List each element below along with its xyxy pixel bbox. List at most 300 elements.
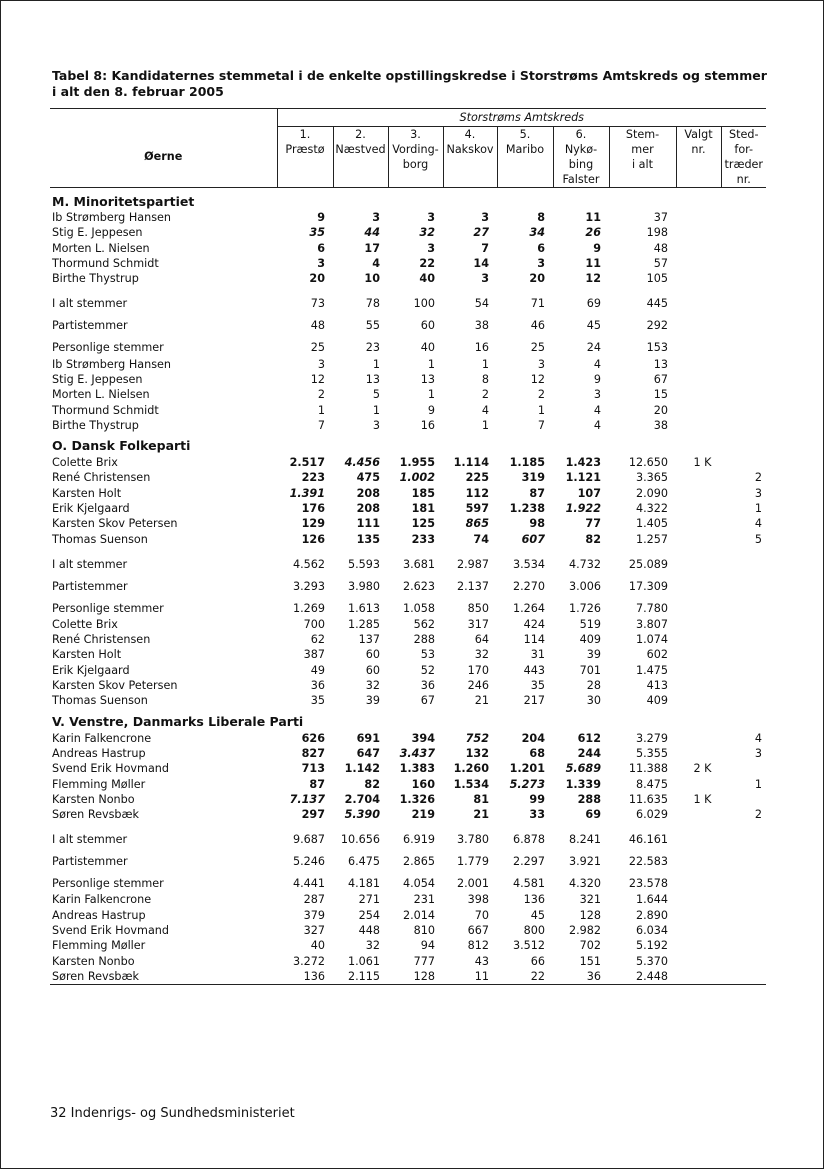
results-table: [50, 108, 766, 985]
vote-cell: 2.270: [512, 579, 545, 593]
vote-cell: 128: [413, 969, 435, 983]
vote-cell: 68: [529, 746, 545, 760]
candidate-row: [50, 455, 766, 470]
vote-cell: 70: [474, 908, 489, 922]
vote-cell: 2: [317, 388, 325, 402]
summary-label: Partistemmer: [52, 579, 128, 593]
valgt-cell: [676, 731, 721, 746]
valgt-cell: [676, 241, 721, 256]
vote-cell: 9: [317, 211, 325, 225]
vote-cell: 36: [310, 679, 325, 693]
vote-cell: 82: [364, 777, 380, 791]
vote-cell: 2: [537, 388, 545, 402]
vote-cell: 1.391: [289, 486, 325, 500]
vote-cell: 1.121: [565, 471, 601, 485]
vote-cell: 7.137: [289, 792, 325, 806]
candidate-row: [50, 486, 766, 501]
stedfortraeder-cell: [721, 271, 766, 290]
total-cell: 2.448: [635, 969, 668, 983]
vote-cell: 45: [586, 319, 601, 333]
vote-cell: 4.562: [292, 557, 325, 571]
candidate-name: Flemming Møller: [52, 939, 146, 953]
vote-cell: 379: [303, 908, 325, 922]
valgt-cell: [676, 969, 721, 984]
vote-cell: 6.919: [402, 833, 435, 847]
vote-cell: 4: [481, 403, 489, 417]
candidate-name: Karsten Skov Petersen: [52, 679, 178, 693]
vote-cell: 5.593: [347, 557, 380, 571]
vote-cell: 1.383: [399, 762, 435, 776]
vote-cell: 45: [530, 908, 545, 922]
vote-cell: 1.185: [509, 456, 545, 470]
candidate-name: Thomas Suenson: [52, 694, 148, 708]
vote-cell: 25: [310, 341, 325, 355]
total-cell: 67: [653, 372, 668, 386]
summary-label: Personlige stemmer: [52, 877, 164, 891]
vote-cell: 4: [593, 403, 601, 417]
vote-cell: 217: [523, 694, 545, 708]
valgt-cell: [676, 225, 721, 240]
vote-cell: 26: [585, 226, 601, 240]
vote-cell: 9: [427, 403, 435, 417]
vote-cell: 647: [356, 746, 380, 760]
vote-cell: 1.002: [399, 471, 435, 485]
vote-cell: 2.623: [402, 579, 435, 593]
valgt-cell: [676, 923, 721, 938]
vote-cell: 81: [473, 792, 489, 806]
col-header-naestved: 2. Næstved: [333, 127, 388, 188]
candidate-name: Thormund Schmidt: [52, 257, 159, 271]
valgt-cell: [676, 617, 721, 632]
total-cell: 11.388: [628, 762, 668, 776]
vote-cell: 66: [530, 954, 545, 968]
vote-cell: 3: [537, 357, 545, 371]
candidate-name: Birthe Thystrup: [52, 418, 139, 432]
candidate-row: [50, 225, 766, 240]
vote-cell: 3.980: [347, 579, 380, 593]
total-cell: 5.192: [635, 939, 668, 953]
vote-cell: 3: [372, 418, 380, 432]
vote-cell: 1.269: [292, 601, 325, 615]
vote-cell: 137: [358, 633, 380, 647]
candidate-name: Morten L. Nielsen: [52, 388, 150, 402]
vote-cell: 12: [530, 372, 545, 386]
vote-cell: 2.517: [289, 456, 325, 470]
vote-cell: 398: [467, 893, 489, 907]
vote-cell: 626: [301, 731, 325, 745]
vote-cell: 424: [523, 617, 545, 631]
summary-row: [50, 848, 766, 870]
vote-cell: 112: [465, 486, 489, 500]
col-header-prasto: 1. Præstø: [277, 127, 333, 188]
vote-cell: 176: [301, 502, 325, 515]
valgt-cell: [676, 516, 721, 531]
summary-row: [50, 312, 766, 334]
total-cell: 445: [646, 297, 668, 311]
valgt-cell: [676, 356, 721, 371]
stedfortraeder-cell: [721, 908, 766, 923]
vote-cell: 4.732: [568, 557, 601, 571]
stedfortraeder-cell: 1: [754, 502, 762, 515]
candidate-row: [50, 210, 766, 225]
vote-cell: 7: [317, 418, 325, 432]
vote-cell: 2.001: [456, 877, 489, 891]
vote-cell: 9: [593, 372, 601, 386]
valgt-cell: [676, 826, 721, 848]
valgt-cell: [676, 848, 721, 870]
vote-cell: 6.475: [347, 855, 380, 869]
vote-cell: 36: [586, 969, 601, 983]
candidate-name: Svend Erik Hovmand: [52, 924, 169, 938]
vote-cell: 713: [301, 762, 325, 776]
vote-cell: 4.581: [512, 877, 545, 891]
vote-cell: 3.272: [292, 954, 325, 968]
candidate-name: Karsten Nonbo: [52, 792, 135, 806]
vote-cell: 475: [356, 471, 380, 485]
stedfortraeder-cell: 2: [754, 471, 762, 485]
total-cell: 4.322: [635, 502, 668, 515]
vote-cell: 13: [365, 372, 380, 386]
party-header: [50, 433, 766, 455]
candidate-name: Karsten Nonbo: [52, 954, 135, 968]
vote-cell: 16: [420, 418, 435, 432]
candidate-name: Erik Kjelgaard: [52, 663, 130, 677]
total-cell: 1.074: [635, 633, 668, 647]
vote-cell: 39: [586, 648, 601, 662]
summary-row: [50, 826, 766, 848]
summary-label: I alt stemmer: [52, 557, 128, 571]
candidate-row: [50, 256, 766, 271]
vote-cell: 40: [419, 272, 435, 286]
personal-votes-row: [50, 372, 766, 387]
vote-cell: 9.687: [292, 833, 325, 847]
vote-cell: 3.534: [512, 557, 545, 571]
vote-cell: 271: [358, 893, 380, 907]
total-cell: 48: [653, 241, 668, 255]
vote-cell: 231: [413, 893, 435, 907]
vote-cell: 49: [310, 663, 325, 677]
stedfortraeder-cell: [721, 290, 766, 312]
vote-cell: 74: [473, 532, 489, 546]
vote-cell: 11: [474, 969, 489, 983]
total-cell: 57: [653, 257, 668, 271]
valgt-cell: [676, 271, 721, 290]
vote-cell: 319: [521, 471, 545, 485]
vote-cell: 4.181: [347, 877, 380, 891]
valgt-cell: [676, 870, 721, 892]
vote-cell: 1.613: [347, 601, 380, 615]
total-cell: 2.890: [635, 908, 668, 922]
vote-cell: 60: [365, 663, 380, 677]
vote-cell: 1.201: [509, 762, 545, 776]
total-cell: 5.370: [635, 954, 668, 968]
candidate-name: Colette Brix: [52, 617, 118, 631]
candidate-row: [50, 807, 766, 826]
vote-cell: 7: [537, 418, 545, 432]
vote-cell: 36: [420, 679, 435, 693]
vote-cell: 6: [537, 241, 545, 255]
vote-cell: 78: [365, 297, 380, 311]
candidate-name: Erik Kjelgaard: [52, 502, 130, 515]
total-cell: 198: [646, 226, 668, 240]
personal-votes-row: [50, 969, 766, 984]
stedfortraeder-cell: 1: [754, 777, 762, 791]
valgt-cell: 1 K: [693, 792, 712, 806]
stedfortraeder-cell: [721, 595, 766, 617]
stedfortraeder-cell: [721, 225, 766, 240]
vote-cell: 35: [530, 679, 545, 693]
vote-cell: 1.339: [565, 777, 601, 791]
vote-cell: 2.865: [402, 855, 435, 869]
vote-cell: 170: [467, 663, 489, 677]
valgt-cell: [676, 632, 721, 647]
table-body: [50, 109, 766, 985]
table-bottom-rule: [50, 984, 766, 985]
vote-cell: 2.987: [456, 557, 489, 571]
vote-cell: 60: [420, 319, 435, 333]
valgt-cell: [676, 372, 721, 387]
vote-cell: 254: [358, 908, 380, 922]
stedfortraeder-cell: [721, 792, 766, 807]
candidate-name: Ib Strømberg Hansen: [52, 357, 171, 371]
vote-cell: 409: [579, 633, 601, 647]
vote-cell: 111: [356, 517, 380, 531]
candidate-name: Stig E. Jeppesen: [52, 372, 143, 386]
candidate-name: Karin Falkencrone: [52, 731, 152, 745]
vote-cell: 5.246: [292, 855, 325, 869]
vote-cell: 287: [303, 893, 325, 907]
personal-votes-row: [50, 693, 766, 708]
valgt-cell: [676, 334, 721, 356]
vote-cell: 3.006: [568, 579, 601, 593]
summary-label: Personlige stemmer: [52, 601, 164, 615]
vote-cell: 1.142: [344, 762, 380, 776]
vote-cell: 34: [529, 226, 545, 240]
vote-cell: 288: [577, 792, 601, 806]
vote-cell: 20: [309, 272, 325, 286]
vote-cell: 38: [474, 319, 489, 333]
stedfortraeder-cell: 4: [754, 731, 762, 745]
vote-cell: 87: [529, 486, 545, 500]
vote-cell: 33: [529, 808, 545, 822]
vote-cell: 612: [577, 731, 601, 745]
vote-cell: 87: [309, 777, 325, 791]
valgt-cell: [676, 746, 721, 761]
vote-cell: 1.326: [399, 792, 435, 806]
vote-cell: 777: [413, 954, 435, 968]
candidate-row: [50, 271, 766, 290]
vote-cell: 8: [537, 211, 545, 225]
total-cell: 7.780: [635, 601, 668, 615]
valgt-cell: [676, 256, 721, 271]
vote-cell: 11: [585, 211, 601, 225]
candidate-name: Karsten Holt: [52, 486, 122, 500]
vote-cell: 9: [593, 241, 601, 255]
vote-cell: 317: [467, 617, 489, 631]
vote-cell: 5: [372, 388, 380, 402]
vote-cell: 114: [523, 633, 545, 647]
stedfortraeder-cell: 5: [754, 532, 762, 546]
vote-cell: 77: [585, 517, 601, 531]
col-header-nykobing: 6. Nykø- bing Falster: [553, 127, 609, 188]
personal-votes-row: [50, 632, 766, 647]
total-cell: 602: [646, 648, 668, 662]
stedfortraeder-cell: [721, 923, 766, 938]
candidate-name: René Christensen: [52, 471, 151, 485]
vote-cell: 28: [586, 679, 601, 693]
vote-cell: 20: [529, 272, 545, 286]
personal-votes-row: [50, 617, 766, 632]
stedfortraeder-cell: [721, 573, 766, 595]
summary-row: [50, 870, 766, 892]
vote-cell: 752: [465, 731, 489, 745]
vote-cell: 233: [411, 532, 435, 546]
vote-cell: 32: [365, 679, 380, 693]
total-cell: 6.029: [635, 808, 668, 822]
vote-cell: 4.441: [292, 877, 325, 891]
vote-cell: 3: [317, 357, 325, 371]
candidate-name: Thomas Suenson: [52, 532, 148, 546]
total-cell: 11.635: [628, 792, 668, 806]
valgt-cell: [676, 312, 721, 334]
vote-cell: 22: [419, 257, 435, 271]
vote-cell: 32: [474, 648, 489, 662]
vote-cell: 667: [467, 924, 489, 938]
vote-cell: 394: [411, 731, 435, 745]
vote-cell: 67: [420, 694, 435, 708]
vote-cell: 151: [579, 954, 601, 968]
personal-votes-row: [50, 954, 766, 969]
total-cell: 3.279: [635, 731, 668, 745]
total-cell: 20: [653, 403, 668, 417]
valgt-cell: 2 K: [693, 762, 712, 776]
valgt-cell: [676, 693, 721, 708]
vote-cell: 27: [473, 226, 489, 240]
vote-cell: 44: [364, 226, 380, 240]
vote-cell: 69: [586, 297, 601, 311]
vote-cell: 40: [420, 341, 435, 355]
vote-cell: 1.238: [509, 502, 545, 515]
total-cell: 12.650: [628, 456, 668, 470]
candidate-name: Karsten Skov Petersen: [52, 517, 178, 531]
summary-label: I alt stemmer: [52, 297, 128, 311]
vote-cell: 6: [317, 241, 325, 255]
candidate-row: [50, 731, 766, 746]
vote-cell: 3.780: [456, 833, 489, 847]
personal-votes-row: [50, 647, 766, 662]
summary-label: Personlige stemmer: [52, 341, 164, 355]
vote-cell: 812: [467, 939, 489, 953]
vote-cell: 8.241: [568, 833, 601, 847]
vote-cell: 1: [427, 388, 435, 402]
vote-cell: 135: [356, 532, 380, 546]
candidate-row: [50, 792, 766, 807]
total-cell: 22.583: [628, 855, 668, 869]
vote-cell: 40: [310, 939, 325, 953]
personal-votes-row: [50, 908, 766, 923]
valgt-cell: [676, 595, 721, 617]
vote-cell: 700: [303, 617, 325, 631]
vote-cell: 136: [303, 969, 325, 983]
stedfortraeder-cell: [721, 551, 766, 573]
valgt-cell: [676, 954, 721, 969]
party-header: [50, 188, 766, 211]
party-name: O. Dansk Folkeparti: [52, 438, 191, 454]
candidate-name: René Christensen: [52, 633, 151, 647]
vote-cell: 2.982: [568, 924, 601, 938]
party-name: M. Minoritetspartiet: [52, 193, 195, 209]
stedfortraeder-cell: [721, 954, 766, 969]
vote-cell: 3: [372, 211, 380, 225]
vote-cell: 2: [481, 388, 489, 402]
stedfortraeder-cell: [721, 647, 766, 662]
vote-cell: 64: [474, 633, 489, 647]
vote-cell: 1.779: [456, 855, 489, 869]
personal-votes-row: [50, 402, 766, 417]
col-header-stedfortraeder: Sted- for- træder nr.: [721, 127, 766, 188]
vote-cell: 219: [411, 808, 435, 822]
vote-cell: 701: [579, 663, 601, 677]
vote-cell: 1: [372, 357, 380, 371]
valgt-cell: [676, 938, 721, 953]
vote-cell: 3: [427, 241, 435, 255]
stedfortraeder-cell: [721, 617, 766, 632]
candidate-name: Søren Revsbæk: [52, 808, 139, 822]
vote-cell: 3.921: [568, 855, 601, 869]
total-cell: 413: [646, 679, 668, 693]
stedfortraeder-cell: [721, 210, 766, 225]
col-header-nakskov: 4. Nakskov: [443, 127, 497, 188]
vote-cell: 208: [356, 486, 380, 500]
candidate-name: Andreas Hastrup: [52, 908, 146, 922]
vote-cell: 1.260: [453, 762, 489, 776]
stedfortraeder-cell: [721, 663, 766, 678]
vote-cell: 16: [474, 341, 489, 355]
summary-row: [50, 573, 766, 595]
candidate-name: Stig E. Jeppesen: [52, 226, 143, 240]
valgt-cell: [676, 531, 721, 550]
region-header: Storstrøms Amtskreds: [277, 109, 766, 127]
vote-cell: 3: [427, 211, 435, 225]
total-cell: 17.309: [628, 579, 668, 593]
valgt-cell: [676, 387, 721, 402]
vote-cell: 3.293: [292, 579, 325, 593]
col-header-valgt: Valgt nr.: [676, 127, 721, 188]
valgt-cell: [676, 892, 721, 907]
valgt-cell: [676, 486, 721, 501]
vote-cell: 244: [577, 746, 601, 760]
valgt-cell: [676, 551, 721, 573]
vote-cell: 1.955: [399, 456, 435, 470]
vote-cell: 8: [481, 372, 489, 386]
vote-cell: 297: [301, 808, 325, 822]
stedfortraeder-cell: [721, 455, 766, 470]
candidate-name: Thormund Schmidt: [52, 403, 159, 417]
party-name: V. Venstre, Danmarks Liberale Parti: [52, 714, 304, 730]
vote-cell: 1.922: [565, 502, 601, 515]
vote-cell: 52: [420, 663, 435, 677]
vote-cell: 7: [481, 241, 489, 255]
col-header-maribo: 5. Maribo: [497, 127, 553, 188]
valgt-cell: [676, 807, 721, 826]
vote-cell: 223: [301, 471, 325, 485]
vote-cell: 53: [420, 648, 435, 662]
table-title: Tabel 8: Kandidaternes stemmetal i de enkelte opstillingskredse i Storstrøms Amtskreds og stemmer i alt den 8. februar 2005: [52, 68, 767, 99]
total-cell: 409: [646, 694, 668, 708]
candidate-name: Søren Revsbæk: [52, 969, 139, 983]
vote-cell: 327: [303, 924, 325, 938]
vote-cell: 100: [413, 297, 435, 311]
